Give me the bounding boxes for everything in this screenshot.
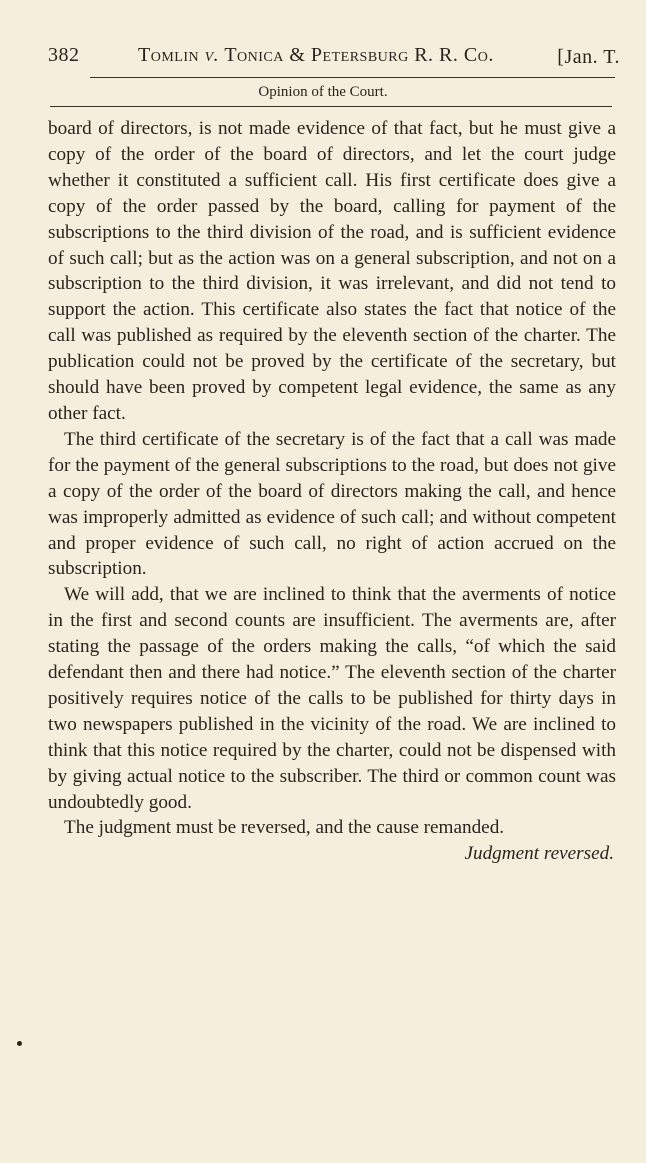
- case-title: [138, 44, 494, 67]
- case-title-prefix: Tomlin: [138, 44, 200, 66]
- header-rule-bottom: [50, 106, 612, 107]
- page-number: 382: [48, 44, 80, 66]
- ink-speck: [17, 1041, 22, 1046]
- term-label: [Jan. T.: [557, 46, 620, 68]
- closing-judgment: Judgment reversed.: [464, 843, 614, 865]
- running-head: [48, 44, 620, 76]
- paragraph-4: The judgment must be reversed, and the cause remanded.: [64, 817, 505, 839]
- section-heading: Opinion of the Court.: [258, 84, 388, 100]
- opinion-body: [48, 116, 616, 867]
- paragraph-1: board of directors, is not made evidence of that fact, but he must give a copy of the order of the board of directors, and let the court judge whether it constituted a sufficient call. His first certificate does give a copy of the order passed by the board, calling for payment of the subscriptions to the third division of the road, and is sufficient evidence of such call; but as the action was on a general subscription, and not on a subscription to the third division, it was irrelevant, and did not tend to support the action. This certificate also states the fact that notice of the call was published as required by the eleventh section of the charter. The publication could not be proved by the certificate of the secretary, but should have been proved by competent legal evidence, the same as any other fact.: [48, 118, 616, 424]
- header-rule-top: [90, 77, 615, 78]
- paragraph-3: We will add, that we are inclined to think that the averments of notice in the first and second counts are insufficient. The averments are, after stating the passage of the orders making the calls, “of which the said defendant then and there had notice.” The eleventh section of the charter positively requires notice of the calls to be published for thirty days in two newspapers published in the vicinity of the road. We are inclined to think that this notice required by the charter, could not be dispensed with by giving actual notice to the subscriber. The third or common count was undoubtedly good.: [48, 584, 616, 813]
- case-title-versus: v.: [204, 44, 220, 66]
- paragraph-2: The third certificate of the secretary is of the fact that a call was made for the payment of the general subscriptions to the road, but does not give a copy of the order of the board of directors making the call, and hence was improperly admitted as evidence of such call; and without competent and proper evidence of such call, no right of action accrued on the subscription.: [48, 428, 616, 580]
- case-title-rest: Tonica & Petersburg R. R. Co.: [224, 44, 494, 66]
